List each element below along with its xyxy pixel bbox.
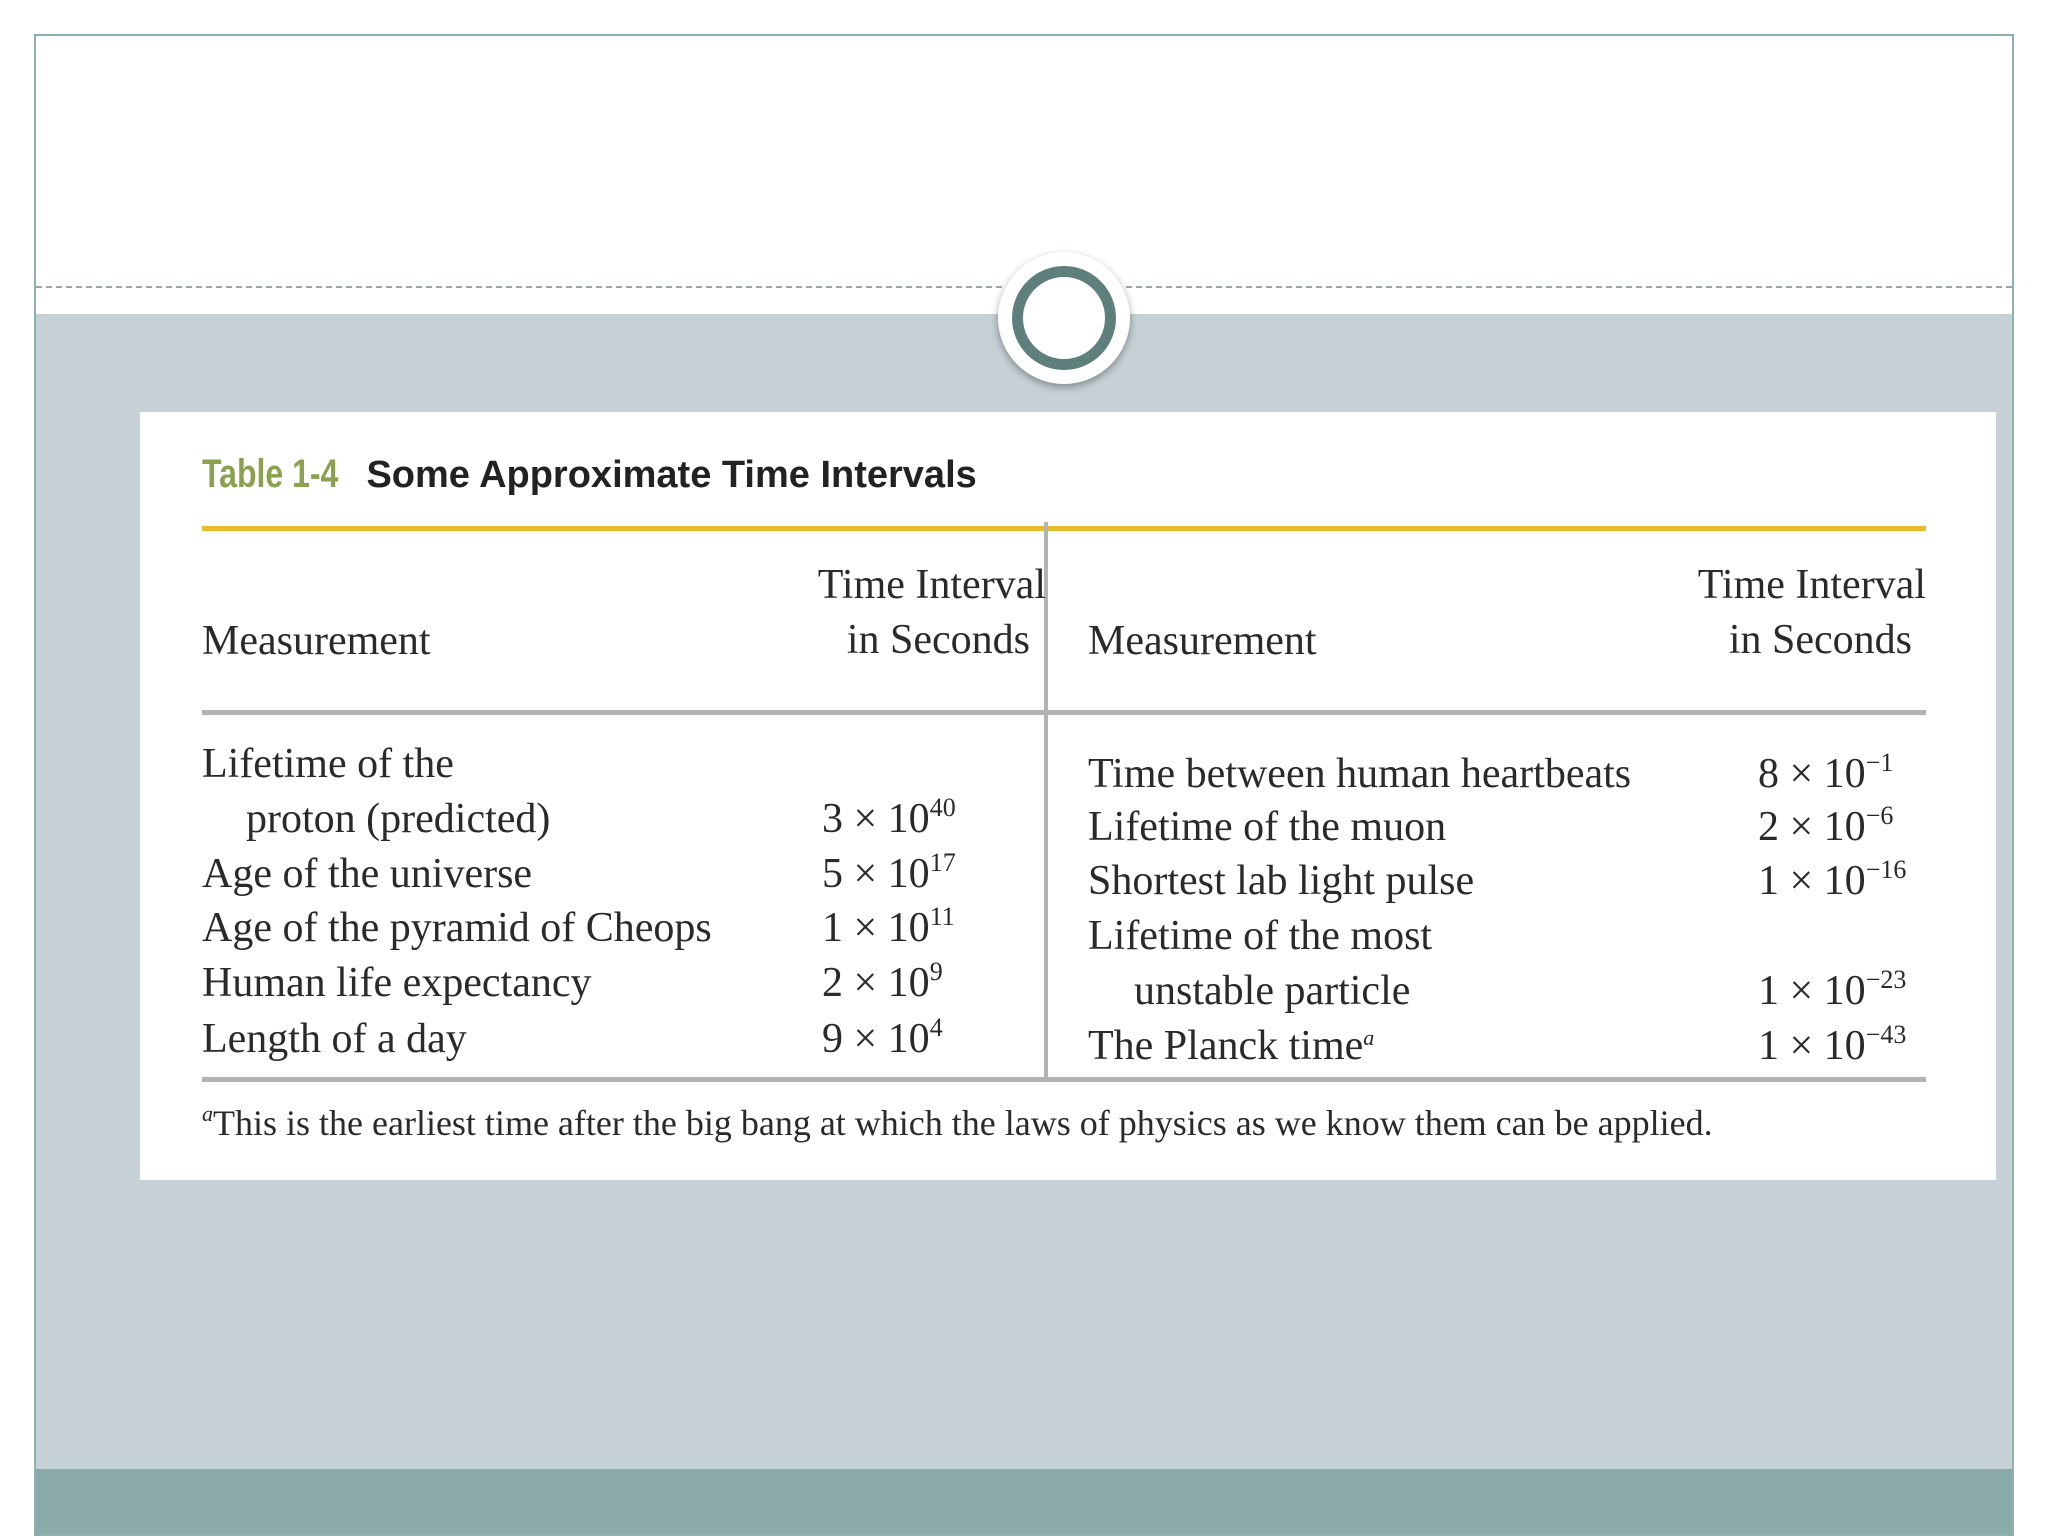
table-cell-measure: Age of the universe — [202, 851, 533, 897]
top-rule — [202, 526, 1926, 531]
table-cell-value: $5 \times 10^{17}$ — [822, 848, 956, 897]
table-cell-measure-cont: proton (predicted) — [246, 796, 551, 842]
slide-footer-band — [36, 1469, 2012, 1536]
left-header-interval-line1: Time Interval — [817, 562, 1046, 608]
table-cell-measure-cont: unstable particle — [1134, 968, 1411, 1014]
table-cell-measure: Lifetime of the most — [1088, 913, 1433, 959]
footnote-marker: a — [202, 1101, 213, 1126]
table-cell-measure: The Planck time$^a$ — [1088, 1023, 1375, 1069]
table-cell-measure: Lifetime of the muon — [1088, 804, 1447, 850]
right-header-interval-line2: in Seconds — [1728, 617, 1912, 663]
bottom-rule — [202, 1077, 1926, 1082]
table-title — [202, 452, 977, 497]
table-name: Some Approximate Time Intervals — [366, 454, 977, 496]
table-cell-value: $1 \times 10^{-16}$ — [1758, 855, 1907, 904]
table-cell-measure: Time between human heartbeats — [1088, 751, 1632, 797]
table-cell-value: $2 \times 10^{-6}$ — [1758, 801, 1894, 850]
header-rule — [202, 710, 1926, 715]
table-cell-measure: Length of a day — [202, 1016, 467, 1062]
table-cell-value: $1 \times 10^{-43}$ — [1758, 1020, 1907, 1069]
table-cell-value: $2 \times 10^9$ — [822, 957, 943, 1006]
right-header-measurement: Measurement — [1088, 618, 1317, 664]
slide-frame — [34, 34, 2014, 1536]
table-cell-value: $9 \times 10^4$ — [822, 1013, 943, 1062]
footnote-marker: a — [1363, 1025, 1375, 1050]
right-header-interval-line1: Time Interval — [1697, 562, 1926, 608]
table-cell-value: $3 \times 10^{40}$ — [822, 793, 956, 842]
table-cell-measure: Human life expectancy — [202, 960, 592, 1006]
circle-ornament-icon — [998, 252, 1130, 384]
table-cell-measure: Lifetime of the — [202, 741, 454, 787]
table-card — [140, 412, 1996, 1180]
left-header-interval-line2: in Seconds — [846, 617, 1030, 663]
left-header-measurement: Measurement — [202, 618, 431, 664]
table-cell-measure: Age of the pyramid of Cheops — [202, 905, 712, 951]
table-cell-value: $1 \times 10^{-23}$ — [1758, 965, 1907, 1014]
table-footnote: $^a$This is the earliest time after the big bang at which the laws of physics as we know them can be applied. — [202, 1101, 1713, 1143]
table-cell-value: $1 \times 10^{11}$ — [822, 902, 955, 951]
table-cell-value: $8 \times 10^{-1}$ — [1758, 748, 1894, 797]
table-cell-measure: Shortest lab light pulse — [1088, 858, 1475, 904]
table-number: Table 1-4 — [202, 452, 339, 496]
